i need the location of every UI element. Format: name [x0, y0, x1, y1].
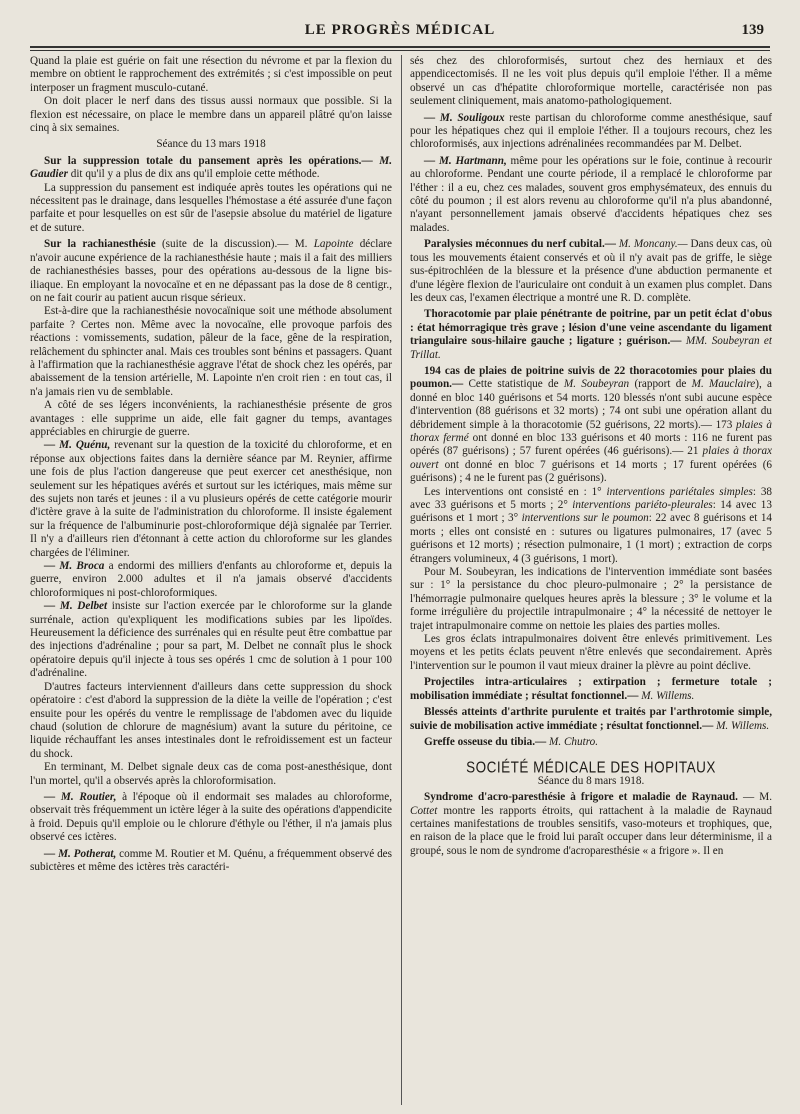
text: Quand la plaie est guérie on fait une résection du névrome et par la flexion du membre on obtient le rapprochement des extrémités ; si c'est impossible on peut interposer un fragment musculo-cutané. [30, 55, 392, 94]
paragraph [410, 238, 772, 305]
paragraph [30, 95, 392, 135]
paragraph [410, 486, 772, 566]
paragraph [410, 112, 772, 152]
author: Lapointe [313, 238, 354, 251]
text-italic: plaies à thorax fermé [410, 418, 772, 444]
author: M. Soubeyran [563, 378, 630, 391]
text: ont donné en bloc 133 guérisons et 40 morts : 116 ne furent pas opérés (87 guérisons) ; 57 furent opérées (46 guérisons).— 21 [410, 431, 772, 458]
paragraph [410, 633, 772, 673]
right-column [410, 55, 772, 1105]
text: La suppression du pansement est indiquée après toutes les opérations qui ne nécessitent pas le drainage, dans lesquelles l'hémostase a été assurée d'une façon parfaite et pour lesquelles on est sûr de l'asepsie absolue du matériel de ligature et de suture. [30, 181, 392, 234]
paragraph [410, 308, 772, 362]
text: En terminant, M. Delbet signale deux cas de coma post-anesthésique, dont l'un mortel, qu'il a observés après la chloroformisation. [30, 761, 392, 787]
text: : 14 avec 13 guérisons et 1 mort ; 3° [410, 499, 772, 525]
text: reste partisan du chloroforme comme anesthésique, sauf pour les hépatiques chez qui il emploie l'éther. Il a toujours recours, chez les chloroformisés, aux injections adrénalinées recommandées par M. Delbet. [410, 111, 772, 151]
text: A côté de ses légers inconvénients, la rachianesthésie présente de gros avantages : elle supprime un aide, elle fait gagner du temps, avantages appréciables en chirurgie de guerre. [30, 399, 392, 438]
text: Dans deux cas, où tous les mouvements étaient conservés et où il n'y avait pas de griffe, le siège sus-épitrochléen de la blessure et la présence d'une abduction permanente et d'une légère flexion de l'auriculaire ont conduit à un examen plus complet. Dans les deux cas, l'examen électrique a montré une R. D. complète. [410, 238, 772, 304]
article-title: Paralysies méconnues du nerf cubital.— [424, 238, 616, 251]
text-italic: interventions sur le poumon [521, 512, 649, 525]
paragraph [410, 566, 772, 633]
author: — M. Routier, [44, 790, 117, 803]
text: déclare n'avoir aucune expérience de la rachianesthésie haute ; mais il a fait des milliers de rachianesthésies basses, pour des opérations au-dessous de la ligne bis-iliaque. En employant la novocaïne et en ne dépassant pas la dose de 8 centigr., on ne fait courir au patient aucun risque sérieux. [30, 238, 392, 304]
session-date: Séance du 13 mars 1918 [156, 138, 266, 151]
paragraph [410, 365, 772, 486]
page-header [30, 22, 770, 44]
author: MM. Soubeyran et Trillat. [410, 335, 772, 361]
text: même pour les opérations sur le foie, continue à recourir au chloroforme. Pendant une courte période, il a remplacé le chloroforme par l'éther : il a eu, chez ces malades, souvent gros emphysémateux, des ennuis du côté du poumon ; il est alors revenu au chloroforme qu'il n'a plus abandonné, n'ayant personnellement jamais observé d'accidents hépatiques chez ses malades. [410, 154, 772, 234]
author: M. Chutro. [549, 735, 599, 748]
paragraph [410, 706, 772, 733]
text: — M. [743, 791, 772, 804]
article-title: Thoracotomie par plaie pénétrante de poitrine, par un petit éclat d'obus : état hémorragique très grave ; lésion d'une veine ascendante du ligament triangulaire sous-hilaire gauche ; ligature ; guérison.— [410, 308, 772, 348]
header-rule [30, 46, 770, 51]
page-number: 139 [741, 22, 764, 38]
paragraph [30, 55, 392, 95]
text: (rapport de [634, 378, 687, 391]
author: — M. Quénu, [44, 439, 111, 452]
author: — M. Broca [44, 560, 105, 573]
paragraph [410, 791, 772, 858]
author: M. Willems. [716, 719, 770, 732]
paragraph [30, 791, 392, 845]
text: Pour M. Soubeyran, les indications de l'intervention immédiate sont basées sur : 1° la persistance du choc pleuro-pulmonaire ; 2° la persistance de l'hémorragie pulmonaire quelques heures après la blessure ; 3° le volume et la forme irrégulière du projectile intrapulmonaire ; 4° la nécessité de nettoyer le trajet intrapulmonaire comme on nettoie les plaies des parties molles. [410, 566, 772, 632]
text: (suite de la discussion).— M. [161, 238, 308, 251]
author: M. Moncany.— [618, 238, 688, 251]
author: — M. Hartmann, [424, 154, 507, 167]
text: a endormi des milliers d'enfants au chloroforme et, depuis la guerre, environ 2.000 adultes et il n'a jamais observé d'accidents chloroformiques ni post-chloroformiques. [30, 560, 392, 599]
article-title: 194 cas de plaies de poitrine suivis de 22 thoracotomies pour plaies du poumon.— [410, 364, 772, 391]
author: — M. Delbet [44, 600, 108, 613]
text: D'autres facteurs interviennent d'ailleurs dans cette suppression du shock opératoire : c'est d'abord la suppression de la diète la veille de l'opération ; c'est ensuite pour les opérés du ventre le remplissage de l'abdomen avec du liquide chaud (solution de chlorure de magnésium) avant la suture du péritoine, ce liquide réchauffant les anses intestinales dont le refroidissement est un facteur du shock. [30, 680, 392, 760]
text-italic: plaies à thorax ouvert [410, 445, 772, 471]
article-title: Sur la suppression totale du pansement après les opérations.— [44, 154, 373, 167]
author: M. Willems. [641, 689, 695, 702]
text: insiste sur l'action exercée par le chloroforme sur la glande surrénale, action qu'expliquent les modifications subies par les lipoïdes. Heureusement la déficience des surrénales qui en résulte peut être combattue par des injections d'adrénaline ; pour sa part, M. Delbet ne connaît plus le shock opératoire depuis qu'il injecte à tous ses opérés 1 cmc de solution à 1 pour 100 d'adrénaline. [30, 600, 392, 680]
session-date: Séance du 8 mars 1918. [537, 774, 645, 787]
article-title: Syndrome d'acro-paresthésie à frigore et maladie de Raynaud. [424, 791, 738, 804]
paragraph [30, 182, 392, 236]
text: : 38 avec 33 guérisons et 5 morts ; 2° [410, 485, 772, 511]
left-column [30, 55, 392, 1105]
paragraph [30, 238, 392, 305]
author: M. Mauclaire [691, 378, 756, 391]
paragraph [30, 305, 392, 399]
paragraph [410, 736, 772, 749]
author: — M. Souligoux [424, 111, 505, 124]
paragraph [410, 676, 772, 703]
running-title: LE PROGRÈS MÉDICAL [304, 22, 496, 38]
paragraph [410, 55, 772, 109]
paragraph [30, 399, 392, 439]
text-italic: interventions pariétales simples [606, 485, 753, 498]
author: M. Gaudier [30, 154, 392, 181]
article-title: Sur la rachianesthésie [44, 238, 156, 251]
column-divider [401, 55, 402, 1105]
author: — M. Potherat, [44, 847, 117, 860]
paragraph [30, 560, 392, 600]
paragraph [30, 439, 392, 560]
paragraph [30, 761, 392, 788]
paragraph [30, 681, 392, 761]
article-title: Blessés atteints d'arthrite purulente et traités par l'arthrotomie simple, suivie de mobilisation active immédiate ; résultat fonctionnel.— [410, 706, 772, 732]
text: ), a donné en bloc 140 guérisons et 54 morts. 120 blessés n'ont subi aucune espèce d'intervention (88 guérisons et 32 morts) ; 74 ont subi une opération allant du débridement simple à la thoracotomie (52 guérisons, 22 morts).— 173 [410, 378, 772, 431]
section-heading: SOCIÉTÉ MÉDICALE DES HOPITAUX [466, 759, 716, 777]
paragraph [30, 155, 392, 182]
paragraph [30, 600, 392, 680]
article-title: Projectiles intra-articulaires ; extirpation ; fermeture totale ; mobilisation immédiate ; résultat fonctionnel.— [410, 676, 772, 702]
author: Cottet [410, 804, 438, 817]
text: ont donné en bloc 7 guérisons et 14 morts ; 17 furent opérées (6 guérisons) ; 4 ne le furent pas (2 guérisons). [410, 458, 772, 485]
text: : 22 avec 8 guérisons et 14 morts ; elles ont consisté en : sutures ou ligatures pulmonaires, 17 (avec 5 guérisons et 12 morts) ; résection pulmonaire, 1 (1 mort) ; extraction de corps étrangers volumineux, 4 (3 guérisons, 1 mort). [410, 512, 772, 565]
paragraph [410, 155, 772, 235]
text: On doit placer le nerf dans des tissus aussi normaux que possible. Si la flexion est nécessaire, on place le membre dans un appareil plâtré qu'on laisse cinq à six semaines. [30, 95, 392, 135]
article-title: Greffe osseuse du tibia.— [424, 735, 547, 748]
text: Est-à-dire que la rachianesthésie novocaïnique soit une méthode absolument parfaite ? Certes non. Même avec la novocaïne, elle provoque parfois des réactions : vomissements, sudation, pâleur de la face, gêne de la respiration, relâchement du sphincter anal. Mais ces troubles sont bénins et passagers. Quant à l'affirmation que la rachianesthésie aggrave l'état de shock chez les opérés, par abaissement de la tension artérielle, M. Lapointe n'en croit rien : en tout cas, il n'a jamais rien vu de semblable. [30, 305, 392, 398]
text: sés chez des chloroformisés, surtout chez des herniaux et des appendicectomisés. Il ne les voit plus depuis qu'il emploie l'éther. Il a même observé un cas d'hépatite chloroformique mortelle, caractérisée non pas seulement cliniquement, mais anatomo-pathologiquement. [410, 55, 772, 108]
text: Cette statistique de [468, 378, 559, 391]
text: comme M. Routier et M. Quénu, a fréquemment observé des subictères et même des ictères très caractéri- [30, 847, 392, 873]
text: Les gros éclats intrapulmonaires doivent être enlevés primitivement. Les moyens et les petits éclats peuvent n'être enlevés que secondairement. Après l'intervention sur le poumon il vaut mieux drainer la plèvre au point déclive. [410, 633, 772, 672]
paragraph [30, 848, 392, 875]
text: Les interventions ont consisté en : 1° [424, 485, 602, 498]
text: dit qu'il y a plus de dix ans qu'il emploie cette méthode. [70, 168, 320, 181]
text-italic: interventions pariéto-pleurales [572, 499, 713, 511]
text: montre les rapports étroits, qui rattachent à la maladie de Raynaud certaines manifestations de troubles sensitifs, vaso-moteurs et trophiques, que, en raison de la place que le froid lui paraît occuper dans leur déterminisme, il a groupé, sous le nom de syndrome d'acroparesthésie « a frigore ». Il en [410, 804, 772, 857]
text: à l'époque où il endormait ses malades au chloroforme, observait très fréquemment un ictère léger à la suite des opérations d'appendicite à froid. Depuis qu'il emploie ou le chlorure d'éthyle ou l'éther, il n'a jamais plus observé ces ictères. [30, 790, 392, 844]
text: revenant sur la question de la toxicité du chloroforme, et en réponse aux objections faites dans la dernière séance par M. Reynier, affirme une fois de plus l'action dangereuse que peut exercer cet anesthésique, non seulement sur les hépatiques avérés et surtout sur les ictériques, mais même sur des sujets non tarés et jeunes : il a vu plusieurs opérés de cette catégorie mourir d'ictère grave à la suite de l'administration du chloroforme. Il insiste également sur la fréquence de l'albuminurie post-chloroformique déjà signalée par Terrier. Il n'y a d'ailleurs rien d'étonnant à cette action du chloroforme sur les glandes chargées de l'éliminer. [30, 439, 392, 559]
